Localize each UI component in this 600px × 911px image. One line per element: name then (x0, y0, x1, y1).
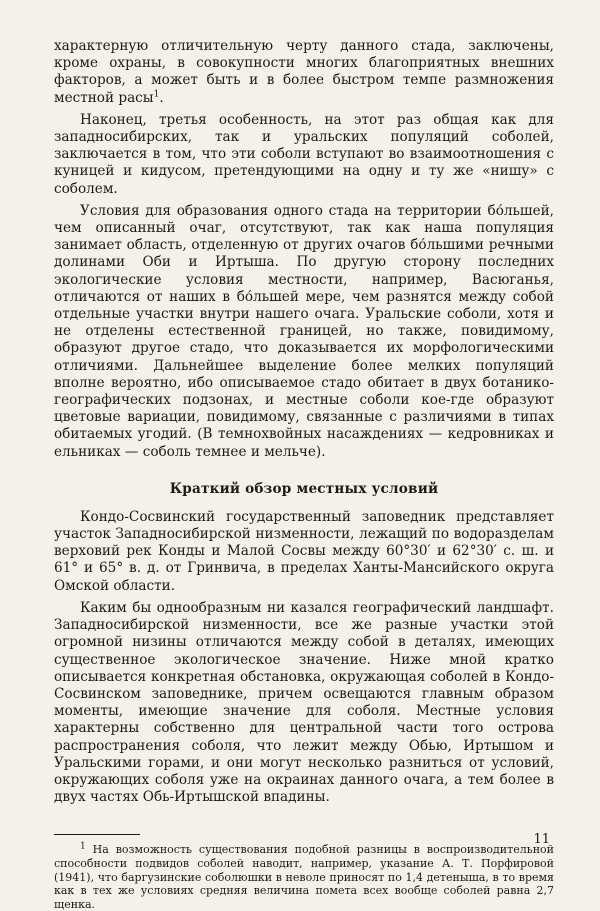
paragraph-continued: характерную отличительную черту данного стада, заключены, кроме охраны, в совокупности многих благоприятных внешних факторов, а может быть и в более быстром темпе размножения местной расы$^1$. (54, 38, 554, 106)
footnote-divider (54, 834, 140, 835)
paragraph-herd-conditions: Условия для образования одного стада на территории бо́льшей, чем описанный очаг, отсутствуют, так как наша популяция занимает область, отделенную от других очагов бо́льшими речными долинами Оби и Иртыша. По другую сторону последних экологические условия местности, например, Васюганья, отличаются от наших в бо́льшей мере, чем разнятся между собой отдельные участки внутри нашего очага. Уральские соболи, хотя и не отделены естественной границей, но также, повидимому, образуют другое стадо, что доказывается их морфологическими отличиями. Дальнейшее выделение более мелких популяций вполне вероятно, ибо описываемое стадо обитает в двух ботанико-географических подзонах, и местные соболи кое-где образуют цветовые вариации, повидимому, связанные с различиями в типах обитаемых угодий. (В темнохвойных насаждениях — кедровниках и ельниках — соболь темнее и мельче). (54, 202, 554, 460)
paragraph-landscape: Каким бы однообразным ни казался географический ландшафт. Западносибирской низменности, все же разные участки этой огромной низины отличаются между собой в деталях, имеющих существенное экологическое значение. Ниже мной кратко описывается конкретная обстановка, окружающая соболей в Кондо-Сосвинском заповеднике, причем освещаются главным образом моменты, имеющие значение для соболя. Местные условия характерны собственно для центральной части того острова распространения соболя, что лежит между Обью, Иртышом и Уральскими горами, и они могут несколько разниться от условий, окружающих соболя уже на окраинах данного очага, а тем более в двух частях Обь-Иртышской впадины. (54, 599, 554, 806)
paragraph-reserve-location: Кондо-Сосвинский государственный заповедник представляет участок Западносибирской низменности, лежащий по водоразделам верховий рек Конды и Малой Сосвы между 60°30′ и 62°30′ с. ш. и 61° и 65° в. д. от Гринвича, в пределах Ханты-Мансийского округа Омской области. (54, 508, 554, 594)
footnote: $^1$ На возможность существования подобной разницы в воспроизводительной способности подвидов соболей наводит, например, указание А. Т. Порфировой (1941), что баргузинские соболюшки в неволе приносят по 1,4 детеныша, в то время как в тех же условиях средняя величина помета всех вообще соболей равна 2,7 щенка. (54, 841, 554, 911)
section-heading: Краткий обзор местных условий (169, 480, 439, 497)
footnote-reference[interactable]: 1 (153, 89, 160, 100)
paragraph-third-feature: Наконец, третья особенность, на этот раз общая как для западносибирских, так и уральских популяций соболей, заключается в том, что эти соболи вступают во взаимоотношения с куницей и кидусом, претендующими на одну и ту же «нишу» с соболем. (54, 111, 554, 197)
page-number: 11 (533, 832, 550, 847)
footnote-marker: 1 (80, 841, 86, 852)
